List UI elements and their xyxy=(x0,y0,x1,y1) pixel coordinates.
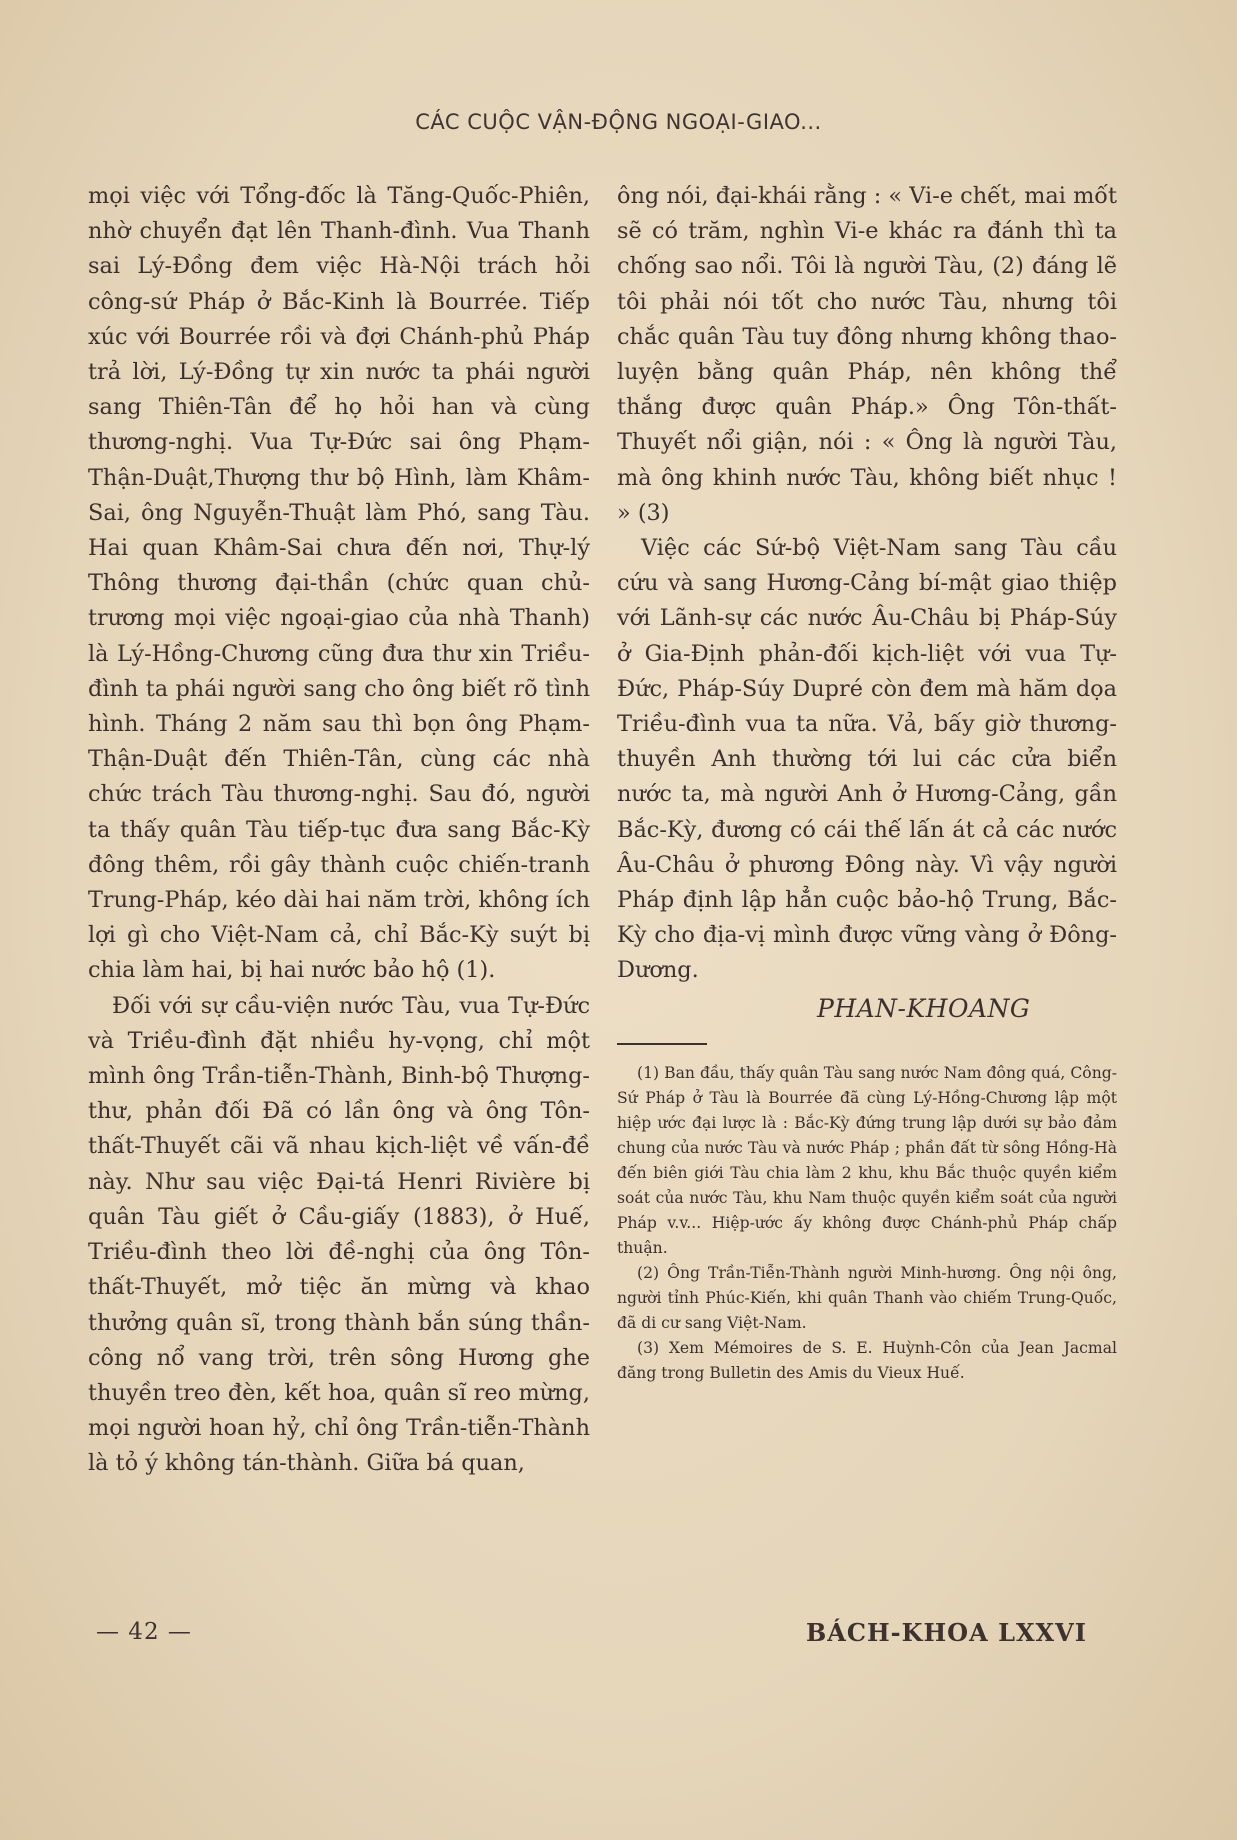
left-paragraph-2: Đối với sự cầu-viện nước Tàu, vua Tự-Đức và Triều-đình đặt nhiều hy-vọng, chỉ một mình ông Trần-tiễn-Thành, Binh-bộ Thượng-thư, phản đối Đã có lần ông và ông Tôn-thất-Thuyết cãi vã nhau kịch-liệt về vấn-đề này. Như sau việc Đại-tá Henri Rivière bị quân Tàu giết ở Cầu-giấy (1883), ở Huế, Triều-đình theo lời đề-nghị của ông Tôn-thất-Thuyết, mở tiệc ăn mừng và khao thưởng quân sĩ, trong thành bắn súng thần-công nổ vang trời, trên sông Hương ghe thuyền treo đèn, kết hoa, quân sĩ reo mừng, mọi người hoan hỷ, chỉ ông Trần-tiễn-Thành là tỏ ý không tán-thành. Giữa bá quan, xyxy=(88,992,590,1477)
publication-footer: BÁCH-KHOA LXXVI xyxy=(806,1618,1088,1647)
right-paragraph-1: ông nói, đại-khái rằng : « Vi-e chết, mai mốt sẽ có trăm, nghìn Vi-e khác ra đánh thì ta chống sao nổi. Tôi là người Tàu, (2) đáng lẽ tôi phải nói tốt cho nước Tàu, nhưng tôi chắc quân Tàu tuy đông nhưng không thao-luyện bằng quân Pháp, nên không thể thắng được quân Pháp.» Ông Tôn-thất-Thuyết nổi giận, nói : « Ông là người Tàu, mà ông khinh nước Tàu, không biết nhục ! » (3) xyxy=(617,183,1117,526)
author-signature: PHAN-KHOANG xyxy=(817,993,1031,1023)
footnote-2: (2) Ông Trần-Tiễn-Thành người Minh-hương. Ông nội ông, người tỉnh Phúc-Kiến, khi quân Thanh vào chiếm Trung-Quốc, đã di cư sang Việt-Nam. xyxy=(617,1263,1117,1332)
left-column xyxy=(88,179,590,1482)
right-column xyxy=(617,179,1117,1386)
footnotes xyxy=(617,1061,1117,1386)
running-header: CÁC CUỘC VẬN-ĐỘNG NGOẠI-GIAO... xyxy=(415,110,822,134)
right-paragraph-2: Việc các Sứ-bộ Việt-Nam sang Tàu cầu cứu và sang Hương-Cảng bí-mật giao thiệp với Lãnh-sự các nước Âu-Châu bị Pháp-Súy ở Gia-Định phản-đối kịch-liệt với vua Tự-Đức, Pháp-Súy Dupré còn đem mà hăm dọa Triều-đình vua ta nữa. Vả, bấy giờ thương-thuyền Anh thường tới lui các cửa biển nước ta, mà người Anh ở Hương-Cảng, gần Bắc-Kỳ, đương có cái thế lấn át cả các nước Âu-Châu ở phương Đông này. Vì vậy người Pháp định lập hẳn cuộc bảo-hộ Trung, Bắc-Kỳ cho địa-vị mình được vững vàng ở Đông-Dương. xyxy=(617,535,1117,984)
left-paragraph-1: mọi việc với Tổng-đốc là Tăng-Quốc-Phiên, nhờ chuyển đạt lên Thanh-đình. Vua Thanh sai Lý-Đồng đem việc Hà-Nội trách hỏi công-sứ Pháp ở Bắc-Kinh là Bourrée. Tiếp xúc với Bourrée rồi và đợi Chánh-phủ Pháp trả lời, Lý-Đồng tự xin nước ta phái người sang Thiên-Tân để họ hỏi han và cùng thương-nghị. Vua Tự-Đức sai ông Phạm-Thận-Duật,Thượng thư bộ Hình, làm Khâm-Sai, ông Nguyễn-Thuật làm Phó, sang Tàu. Hai quan Khâm-Sai chưa đến nơi, Thự-lý Thông thương đại-thần (chức quan chủ-trương mọi việc ngoại-giao của nhà Thanh) là Lý-Hồng-Chương cũng đưa thư xin Triều-đình ta phái người sang cho ông biết rõ tình hình. Tháng 2 năm sau thì bọn ông Phạm-Thận-Duật đến Thiên-Tân, cùng các nhà chức trách Tàu thương-nghị. Sau đó, người ta thấy quân Tàu tiếp-tục đưa sang Bắc-Kỳ đông thêm, rồi gây thành cuộc chiến-tranh Trung-Pháp, kéo dài hai năm trời, không ích lợi gì cho Việt-Nam cả, chỉ Bắc-Kỳ suýt bị chia làm hai, bị hai nước bảo hộ (1). xyxy=(88,183,590,984)
footnote-3: (3) Xem Mémoires de S. E. Huỳnh-Côn của Jean Jacmal đăng trong Bulletin des Amis du Vieux Huế. xyxy=(617,1338,1117,1382)
footnote-divider xyxy=(617,1043,707,1045)
page-number: — 42 — xyxy=(96,1619,192,1645)
footnote-1: (1) Ban đầu, thấy quân Tàu sang nước Nam đông quá, Công-Sứ Pháp ở Tàu là Bourrée đã cùng Lý-Hồng-Chương lập một hiệp ước đại lược là : Bắc-Kỳ đứng trung lập dưới sự bảo đảm chung của nước Tàu và nước Pháp ; phần đất từ sông Hồng-Hà đến biên giới Tàu chia làm 2 khu, khu Bắc thuộc quyền kiểm soát của nước Tàu, khu Nam thuộc quyền kiểm soát của người Pháp v.v... Hiệp-ước ấy không được Chánh-phủ Pháp chấp thuận. xyxy=(617,1063,1117,1257)
